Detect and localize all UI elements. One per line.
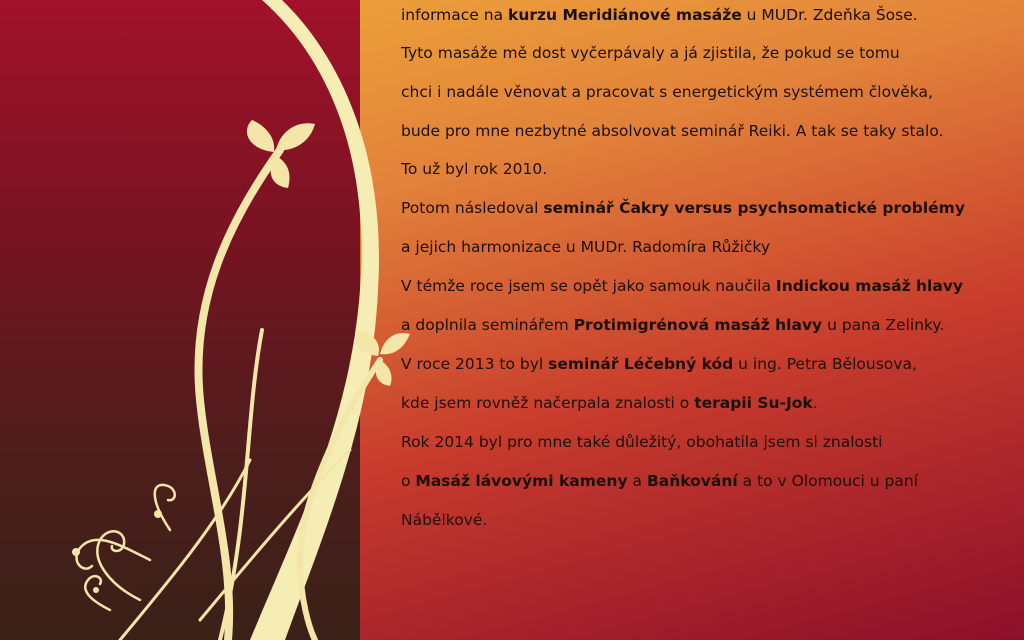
text-line: [401, 156, 547, 182]
text-segment: chci i nadále věnovat a pracovat s energetickým systémem člověka,: [401, 83, 933, 101]
text-segment: Rok 2014 byl pro mne také důležitý, obohatila jsem si znalosti: [401, 433, 883, 451]
text-line: [401, 429, 882, 455]
text-line: [401, 234, 770, 260]
text-line: [401, 273, 963, 299]
text-segment: u MUDr. Zdeňka Šose.: [741, 6, 918, 24]
text-segment: a doplnila seminářem: [401, 316, 574, 334]
text-line: [401, 507, 487, 533]
bold-text-segment: kurzu Meridiánové masáže: [508, 6, 742, 24]
bold-text-segment: Baňkování: [646, 472, 738, 490]
text-line: [401, 195, 965, 221]
vine-stem-3: [300, 360, 380, 640]
floral-swirl-decoration: [0, 0, 420, 640]
vine-stem-1: [198, 150, 280, 640]
text-segment: informace na: [401, 6, 509, 24]
text-segment: Nábělkové.: [401, 511, 488, 529]
text-line: [401, 118, 943, 144]
text-line: [401, 79, 933, 105]
text-segment: a: [627, 472, 647, 490]
text-segment: .: [812, 394, 818, 412]
text-segment: V témže roce jsem se opět jako samouk naučila: [401, 277, 776, 295]
text-line: [401, 390, 818, 416]
text-line: [401, 40, 900, 66]
text-segment: To už byl rok 2010.: [401, 160, 548, 178]
bold-text-segment: Protimigrénová masáž hlavy: [573, 316, 823, 334]
text-segment: V roce 2013 to byl: [401, 355, 549, 373]
bold-text-segment: terapii Su-Jok: [694, 394, 813, 412]
text-segment: bude pro mne nezbytné absolvovat seminář Reiki. A tak se taky stalo.: [401, 122, 944, 140]
text-line: [401, 351, 917, 377]
text-line: [401, 468, 918, 494]
text-segment: Tyto masáže mě dost vyčerpávaly a já zjistila, že pokud se tomu: [401, 44, 900, 62]
bold-text-segment: Indickou masáž hlavy: [775, 277, 964, 295]
text-segment: u pana Zelinky.: [822, 316, 945, 334]
text-segment: Potom následoval: [401, 199, 544, 217]
text-segment: a to v Olomouci u paní: [737, 472, 919, 490]
text-segment: a jejich harmonizace u MUDr. Radomíra Růžičky: [401, 238, 771, 256]
bold-text-segment: Masáž lávovými kameny: [415, 472, 628, 490]
text-segment: o: [401, 472, 416, 490]
text-segment: kde jsem rovněž načerpala znalosti o: [401, 394, 695, 412]
text-line: [401, 2, 918, 28]
bold-text-segment: seminář Léčebný kód: [548, 355, 734, 373]
bold-text-segment: seminář Čakry versus psychsomatické problémy: [543, 199, 965, 217]
swoosh-main: [250, 0, 379, 640]
text-segment: u ing. Petra Bělousova,: [733, 355, 917, 373]
text-line: [401, 312, 944, 338]
